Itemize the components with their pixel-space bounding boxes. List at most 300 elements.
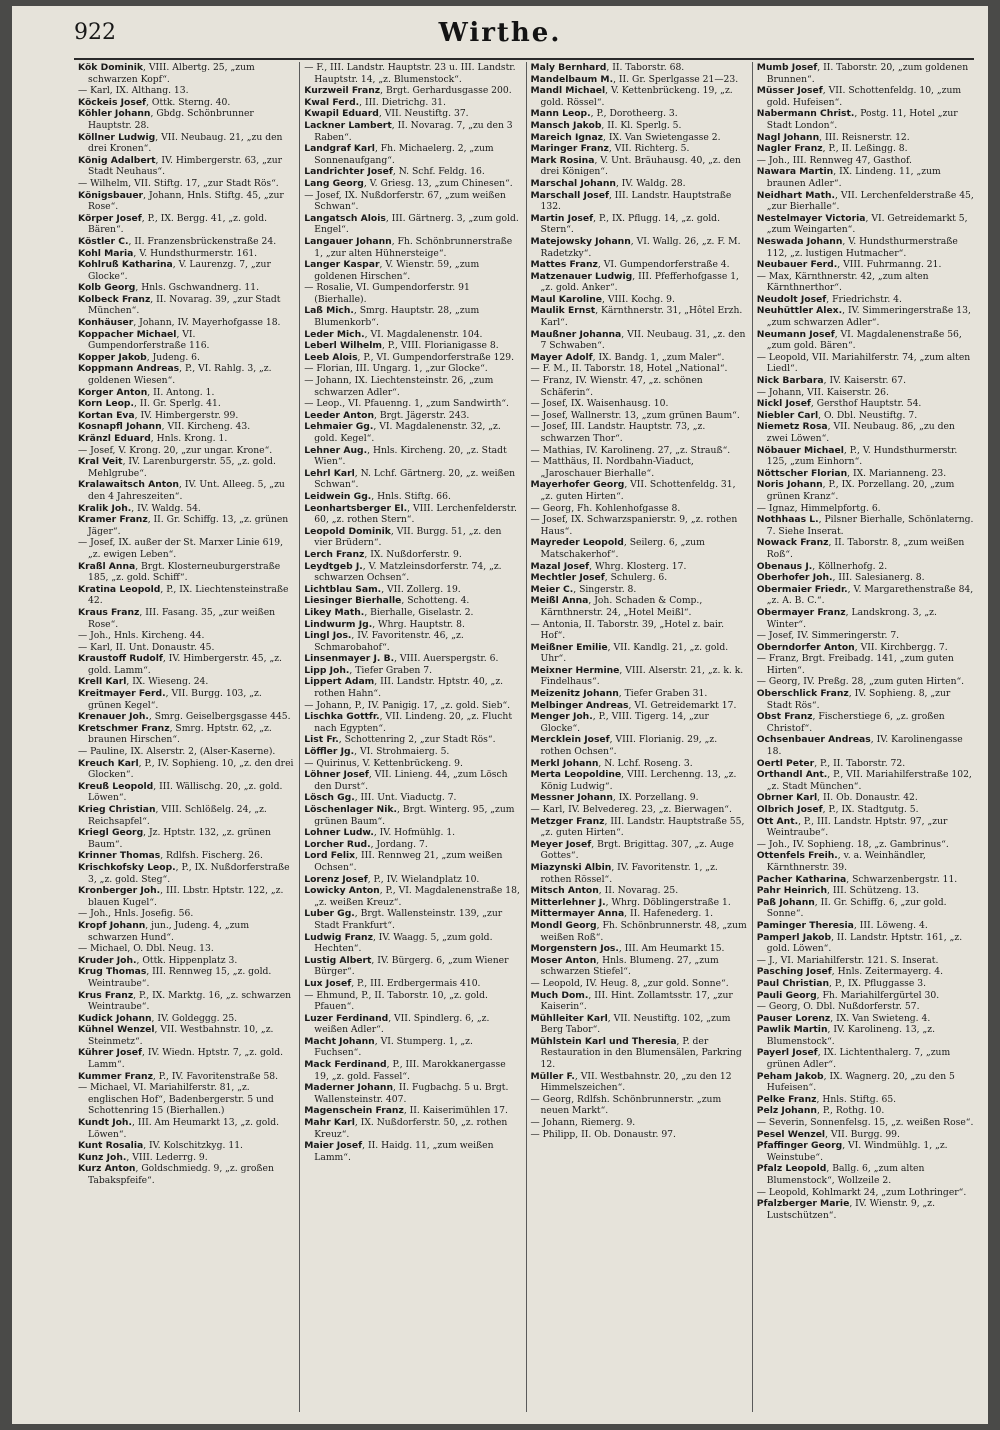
- directory-entry: Kopper Jakob, Judeng. 6.: [78, 351, 200, 363]
- directory-entry: [531, 421, 748, 444]
- entry-name: Pesel Wenzel: [756, 1128, 826, 1140]
- directory-entry: Mahr Karl, IX. Nußdorferstr. 50, „z. rothen Kreuz“.: [304, 1117, 508, 1140]
- entry-name: Köhler Johann: [78, 108, 151, 120]
- entry-name: Noris Johann: [756, 479, 823, 491]
- directory-entry: Krug Thomas, III. Rennweg 15, „z. gold. Weintraube“.: [78, 966, 272, 989]
- directory-entry: Lehmaier Gg., VI. Magdalenenstr. 32, „z. gold. Kegel“.: [304, 421, 501, 444]
- directory-entry: Koppacher Michael, VI. Gumpendorferstraße 116.: [78, 328, 210, 352]
- entry-details: Landskrong. 3, „z. Winter“.: [766, 606, 937, 630]
- entry-name: Kramer Franz: [78, 514, 148, 526]
- directory-entry: Macht Johann, VI. Stumperg. 1, „z. Fuchsen“.: [304, 1035, 473, 1059]
- directory-entry: Kramer Franz, II. Gr. Schiffg. 13, „z. grünen Jäger“.: [78, 514, 289, 537]
- entry-details: — Karl, II. Unt. Donaustr. 45.: [78, 641, 215, 653]
- entry-name: Lichtblau Sam.: [304, 583, 382, 595]
- directory-entry: Moser Anton, Hnls. Blumeng. 27, „zum schwarzen Stiefel“.: [530, 954, 719, 978]
- entry-details: v. a. Weinhändler, Kärnthnerstr. 39.: [766, 850, 926, 873]
- entry-name: Pahr Heinrich: [756, 885, 827, 897]
- entry-name: Kronberger Joh.: [78, 885, 161, 897]
- directory-entry: Nabermann Christ., Postg. 11, Hotel „zur Stadt London“.: [756, 108, 958, 131]
- directory-entry: Königsbauer, Johann, Hnls. Stiftg. 45, „zur Rose“.: [78, 189, 284, 213]
- entry-name: Lingl Jos.: [304, 630, 352, 642]
- directory-entry: Lackner Lambert, II. Novarag. 7, „zu den 3 Raben“.: [304, 119, 513, 143]
- entry-details: II. Novarag. 25.: [604, 885, 679, 897]
- entry-name: Kwal Ferd.: [304, 96, 360, 108]
- entry-name: Mareich Ignaz: [530, 131, 604, 143]
- entry-name: Korn Leop.: [78, 398, 135, 410]
- entry-name: Kraßl Anna: [78, 560, 136, 572]
- entry-name: Müller F.: [530, 1070, 575, 1082]
- entry-name: Obenaus J.: [756, 560, 813, 572]
- entry-name: Maul Karoline: [530, 293, 602, 305]
- entry-details: P., II. Taborstr. 72.: [820, 757, 906, 769]
- entry-details: — Severin, Sonnenfelsg. 15, „z. weißen Rose“.: [756, 1117, 974, 1129]
- entry-details: V. Hundsthurmerstr. 161.: [139, 247, 258, 259]
- directory-entry: Kolbeck Franz, II. Novarag. 39, „zur Stadt München“.: [78, 293, 281, 317]
- directory-entry: [757, 955, 974, 967]
- directory-entry: Kundt Joh., III. Am Heumarkt 13, „z. gold. Löwen“.: [78, 1117, 280, 1140]
- entry-details: — Matthäus, II. Nordbahn-Viaduct, „Jaroschauer Bierhalle“.: [530, 456, 694, 479]
- directory-entry: Mühlstein Karl und Theresia, P. der Restauration in den Blumensälen, Parkring 12.: [530, 1035, 742, 1071]
- directory-entry: Kunz Joh., VIII. Lederrg. 9.: [78, 1151, 208, 1163]
- directory-entry: Olbrich Josef, P., IX. Stadtgutg. 5.: [756, 804, 919, 815]
- entry-details: — Josef, IX. außer der St. Marxer Linie 619, „z. ewigen Leben“.: [78, 537, 284, 560]
- entry-name: Müsser Josef: [756, 85, 823, 97]
- entry-details: Hnls. Stiftg. 66.: [377, 490, 451, 502]
- entry-name: Neudolt Josef: [756, 293, 827, 305]
- directory-entry: Mühlleiter Karl, VII. Neustiftg. 102, „zum Berg Tabor“.: [530, 1012, 731, 1036]
- directory-entry: Pauser Lorenz, IX. Van Swieteng. 4.: [756, 1012, 931, 1024]
- entry-details: P., IX. Nußdorferstraße 3, „z. gold. Steg“.: [88, 861, 290, 885]
- directory-entry: [531, 1129, 748, 1141]
- entry-details: — Josef, IX. Schwarzspanierstr. 9, „z. rothen Haus“.: [530, 514, 738, 537]
- directory-entry: Krischkofsky Leop., P., IX. Nußdorferstraße 3, „z. gold. Steg“.: [78, 861, 290, 885]
- entry-name: Lord Felix: [304, 850, 356, 862]
- entry-details: IV. Favoritenstr. 1, „z. rothen Rössel“.: [540, 861, 718, 885]
- directory-entry: Nestelmayer Victoria, VI. Getreidemarkt 5, „zum Weingarten“.: [756, 212, 968, 236]
- directory-entry: Müsser Josef, VII. Schottenfeldg. 10, „zum gold. Hufeisen“.: [756, 85, 962, 108]
- entry-details: — Joh., Hnls. Josefig. 56.: [78, 908, 194, 920]
- directory-entry: [78, 85, 295, 97]
- directory-entry: Mack Ferdinand, P., III. Marokkanergasse 19, „z. gold. Fassel“.: [304, 1059, 506, 1082]
- entry-details: II. Fugbachg. 5 u. Brgt. Wallensteinstr. 407.: [314, 1082, 509, 1105]
- entry-details: IV. Kaiserstr. 67.: [829, 375, 906, 387]
- directory-entry: Kriegl Georg, Jz. Hptstr. 132, „z. grünen Baum“.: [78, 827, 271, 850]
- entry-details: VI. Stumperg. 1, „z. Fuchsen“.: [314, 1035, 473, 1059]
- entry-name: Mitsch Anton: [530, 885, 599, 897]
- directory-entry: [304, 190, 521, 213]
- entry-name: Leeder Anton: [304, 409, 374, 421]
- directory-entry: Much Dom., III. Hint. Zollamtsstr. 17, „zur Kaiserin“.: [530, 989, 733, 1013]
- directory-entry: [531, 456, 748, 479]
- directory-entry: Merta Leopoldine, VIII. Lerchenng. 13, „z. König Ludwig“.: [530, 769, 737, 792]
- entry-details: II. Gr. Sperlgasse 21—23.: [618, 73, 739, 85]
- directory-entry: Kraßl Anna, Brgt. Klosterneuburgerstraße 185, „z. gold. Schiff“.: [78, 560, 281, 584]
- directory-entry: Leopold Dominik, VII. Burgg. 51, „z. den vier Brüdern“.: [304, 525, 502, 549]
- entry-name: Kundt Joh.: [78, 1117, 132, 1129]
- entry-details: Whrg. Döblingerstraße 1.: [611, 896, 731, 908]
- entry-name: Lehner Aug.: [304, 444, 368, 456]
- directory-entry: Pfaffinger Georg, VI. Windmühlg. 1, „z. Weinstube“.: [756, 1140, 948, 1163]
- directory-entry: Obst Franz, Fischerstiege 6, „z. großen Christof“.: [756, 711, 945, 734]
- entry-details: IX. Bandg. 1, „zum Maler“.: [598, 351, 725, 363]
- entry-details: — Josef, IX. Nußdorferstr. 67, „zum weißen Schwan“.: [304, 189, 506, 213]
- directory-entry: Kraustoff Rudolf, IV. Himbergerstr. 45, „z. gold. Lamm“.: [78, 653, 282, 676]
- entry-details: P., V. Hundsthurmerstr. 125, „zum Einhorn“.: [766, 444, 958, 468]
- directory-entry: [757, 653, 974, 676]
- directory-entry: Lohner Ludw., IV. Hofmühlg. 1.: [304, 827, 456, 839]
- entry-name: Pasching Josef: [756, 966, 832, 978]
- entry-name: Mayer Adolf: [530, 351, 593, 363]
- entry-name: Matejowsky Johann: [530, 235, 631, 247]
- directory-entry: Meyer Josef, Brgt. Brigittag. 307, „z. Auge Gottes“.: [530, 838, 734, 862]
- directory-entry: Ochsenbauer Andreas, IV. Karolinengasse 18.: [756, 734, 963, 758]
- directory-entry: Noris Johann, P., IX. Porzellang. 20, „zum grünen Kranz“.: [756, 479, 955, 502]
- entry-name: Meyer Josef: [530, 838, 592, 850]
- entry-details: P., IX. Porzellang. 20, „zum grünen Kranz“.: [766, 479, 955, 502]
- directory-entry: Lux Josef, P., III. Erdbergermais 410.: [304, 977, 481, 989]
- directory-entry: Kretschmer Franz, Smrg. Hptstr. 62, „z. braunen Hirschen“.: [78, 722, 272, 746]
- directory-entry: Merkl Johann, N. Lchf. Roseng. 3.: [530, 757, 693, 769]
- directory-entry: Kralik Joh., IV. Waldg. 54.: [78, 502, 201, 514]
- entry-details: Smrg. Hauptstr. 28, „zum Blumenkorb“.: [314, 305, 480, 329]
- entry-details: IX. Nußdorferstr. 9.: [370, 548, 462, 560]
- entry-details: Gbdg. Schönbrunner Hauptstr. 28.: [88, 108, 254, 131]
- entry-name: Leeb Alois: [304, 351, 358, 363]
- entry-details: Fischerstiege 6, „z. großen Christof“.: [766, 711, 945, 734]
- entry-details: P., Dorotheerg. 3.: [596, 108, 678, 120]
- column-2: [300, 62, 526, 1412]
- entry-name: Kunz Joh.: [78, 1151, 127, 1163]
- directory-entry: Maier Josef, II. Haidg. 11, „zum weißen Lamm“.: [304, 1140, 494, 1163]
- entry-name: Payerl Josef: [756, 1047, 818, 1059]
- entry-name: Magenschein Franz: [304, 1105, 404, 1117]
- entry-details: III. Am Heumarkt 15.: [624, 943, 725, 955]
- directory-entry: Pacher Katharina, Schwarzenbergstr. 11.: [756, 873, 958, 885]
- entry-details: II. Haidg. 11, „zum weißen Lamm“.: [314, 1140, 494, 1163]
- entry-name: Metzger Franz: [530, 815, 605, 827]
- directory-entry: Lerch Franz, IX. Nußdorferstr. 9.: [304, 548, 462, 560]
- entry-details: VII. Burgg. 103, „z. grünen Kegel“.: [88, 688, 262, 711]
- directory-entry: Meißner Emilie, VII. Kandlg. 21, „z. gold. Uhr“.: [530, 641, 729, 665]
- directory-entry: Nickl Josef, Gersthof Hauptstr. 54.: [756, 398, 922, 410]
- entry-details: VII. Schottenfeldg. 10, „zum gold. Hufeisen“.: [766, 85, 962, 108]
- directory-entry: Metzger Franz, III. Landstr. Hauptstraße 55, „z. guten Hirten“.: [530, 815, 745, 839]
- entry-details: P., VIII. Tigerg. 14, „zur Glocke“.: [540, 711, 709, 734]
- entry-details: III. Pfefferhofgasse 1, „z. gold. Anker“.: [540, 270, 739, 294]
- entry-details: — Quirinus, V. Kettenbrückeng. 9.: [304, 757, 463, 769]
- entry-details: Johann, Hnls. Stiftg. 45, „zur Rose“.: [88, 189, 284, 213]
- directory-entry: Leberl Wilhelm, P., VIII. Florianigasse 8.: [304, 340, 499, 352]
- entry-details: Fh. Schönbrunnerstr. 48, „zum weißen Roß“.: [540, 919, 747, 943]
- directory-entry: Obermaier Friedr., V. Margarethenstraße 84, „z. A. B. C.“.: [756, 583, 974, 607]
- entry-name: Paminger Theresia: [756, 919, 854, 931]
- entry-name: Lorcher Rud.: [304, 838, 371, 850]
- directory-entry: Lang Georg, V. Griesg. 13, „zum Chinesen“.: [304, 177, 513, 189]
- entry-name: Pawlik Martin: [756, 1024, 828, 1036]
- entry-name: Messner Johann: [530, 792, 613, 804]
- directory-entry: Mondl Georg, Fh. Schönbrunnerstr. 48, „zum weißen Roß“.: [530, 919, 747, 943]
- entry-name: Mandelbaum M.: [530, 73, 614, 85]
- entry-name: Krinner Thomas: [78, 850, 161, 862]
- directory-entry: Liesinger Bierhalle, Schotteng. 4.: [304, 595, 470, 607]
- entry-name: Leonhartsberger El.: [304, 502, 408, 514]
- directory-entry: Kralawaitsch Anton, IV. Unt. Alleeg. 5, „zu den 4 Jahreszeiten“.: [78, 479, 285, 502]
- entry-name: Kök Dominik: [78, 62, 144, 73]
- entry-name: Lackner Lambert: [304, 119, 392, 131]
- directory-entry: Lehrl Karl, N. Lchf. Gärtnerg. 20, „z. weißen Schwan“.: [304, 467, 516, 491]
- directory-entry: [304, 375, 521, 398]
- entry-details: II. Ob. Donaustr. 42.: [823, 792, 918, 804]
- entry-name: Ludwig Franz: [304, 931, 373, 943]
- entry-details: P., IX. Pflugg. 14, „z. gold. Stern“.: [540, 212, 720, 236]
- entry-details: VII. Neubaug. 86, „zu den zwei Löwen“.: [766, 421, 955, 444]
- directory-entry: Kunt Rosalia, IV. Kolschitzkyg. 11.: [78, 1140, 243, 1152]
- directory-entry: Müller F., VII. Westbahnstr. 20, „zu den 12 Himmelszeichen“.: [530, 1070, 732, 1094]
- column-3: [527, 62, 753, 1412]
- entry-name: Leopold Dominik: [304, 525, 391, 537]
- entry-name: Kwapil Eduard: [304, 108, 379, 120]
- entry-name: Nawara Martin: [756, 166, 834, 178]
- directory-entry: Lehner Aug., Hnls. Kircheng. 20, „z. Stadt Wien“.: [304, 444, 507, 468]
- entry-details: VII. Spindlerg. 6, „z. weißen Adler“.: [314, 1012, 490, 1036]
- entry-details: Köllnerhofg. 2.: [818, 560, 888, 572]
- directory-entry: Krus Franz, P., IX. Marktg. 16, „z. schwarzen Weintraube“.: [78, 989, 292, 1013]
- directory-entry: [78, 630, 295, 642]
- entry-name: Kohlruß Katharina: [78, 259, 173, 271]
- entry-details: — Josef, IX. Waisenhausg. 10.: [530, 398, 669, 410]
- directory-entry: Lorcher Rud., Jordang. 7.: [304, 838, 428, 850]
- directory-entry: Obermayer Franz, Landskrong. 3, „z. Winter“.: [756, 606, 937, 630]
- entry-name: Lux Josef: [304, 977, 352, 989]
- entry-name: Maulik Ernst: [530, 305, 596, 317]
- entry-name: Obermayer Franz: [756, 606, 846, 618]
- entry-name: Linsenmayer J. B.: [304, 653, 395, 665]
- directory-entry: Kummer Franz, P., IV. Favoritenstraße 58.: [78, 1070, 279, 1082]
- entry-name: Kummer Franz: [78, 1070, 153, 1082]
- entry-details: IV. Unt. Alleeg. 5, „zu den 4 Jahreszeiten“.: [88, 479, 285, 502]
- entry-details: P., III. Marokkanergasse 19, „z. gold. Fassel“.: [314, 1059, 506, 1082]
- directory-entry: Köllner Ludwig, VII. Neubaug. 21, „zu den drei Kronen“.: [78, 131, 283, 155]
- directory-entry: Mumb Josef, II. Taborstr. 20, „zum goldenen Brunnen“.: [756, 62, 969, 85]
- directory-entry: Lipp Joh., Tiefer Graben 7.: [304, 664, 433, 676]
- entry-details: IX. Wagnerg. 20, „zu den 5 Hufeisen“.: [766, 1070, 955, 1094]
- directory-entry: Nowack Franz, II. Taborstr. 8, „zum weißen Roß“.: [756, 537, 965, 560]
- directory-entry: Kohl Maria, V. Hundsthurmerstr. 161.: [78, 247, 258, 259]
- entry-name: Pacher Katharina: [756, 873, 847, 885]
- directory-entry: [531, 375, 748, 398]
- entry-name: Mechtler Josef: [530, 572, 605, 584]
- entry-name: Kolbeck Franz: [78, 293, 151, 305]
- entry-name: Kunt Rosalia: [78, 1140, 144, 1152]
- entry-details: Friedrichstr. 4.: [832, 293, 902, 305]
- entry-details: Brgt. Gerhardusgasse 200.: [386, 85, 512, 97]
- directory-entry: Meizenitz Johann, Tiefer Graben 31.: [530, 688, 708, 700]
- entry-details: IV. Waldg. 54.: [137, 502, 201, 514]
- entry-name: List Fr.: [304, 734, 339, 746]
- entry-details: — Leopold, Kohlmarkt 24, „zum Lothringer“.: [756, 1186, 967, 1198]
- entry-name: Oberschlick Franz: [756, 688, 849, 700]
- entry-details: O. Dbl. Neustiftg. 7.: [823, 409, 918, 421]
- directory-entry: Kurz Anton, Goldschmiedg. 9, „z. großen Tabakspfeife“.: [78, 1163, 274, 1186]
- directory-entry: Leeder Anton, Brgt. Jägerstr. 243.: [304, 409, 470, 421]
- directory-entry: Laß Mich., Smrg. Hauptstr. 28, „zum Blumenkorb“.: [304, 305, 480, 329]
- entry-details: P., IX. Stadtgutg. 5.: [828, 804, 919, 815]
- directory-entry: Krinner Thomas, Rdlfsh. Fischerg. 26.: [78, 850, 263, 862]
- entry-name: Maußner Johanna: [530, 328, 622, 340]
- entry-details: — Michael, O. Dbl. Neug. 13.: [78, 943, 214, 955]
- directory-entry: [304, 990, 521, 1013]
- entry-details: Brgt. Jägerstr. 243.: [379, 409, 470, 421]
- directory-entry: Morgenstern Jos., III. Am Heumarkt 15.: [530, 943, 725, 955]
- directory-entry: Paminger Theresia, III. Löweng. 4.: [756, 919, 928, 931]
- directory-entry: Neumann Josef, VI. Magdalenenstraße 56, „zum gold. Bären“.: [756, 328, 962, 352]
- entry-name: Neuhüttler Alex.: [756, 305, 843, 317]
- directory-entry: Peham Jakob, IX. Wagnerg. 20, „zu den 5 Hufeisen“.: [756, 1070, 955, 1094]
- entry-details: IV. Himbergerstr. 99.: [140, 409, 239, 421]
- entry-name: Lehrl Karl: [304, 467, 355, 479]
- entry-name: Krell Karl: [78, 676, 127, 688]
- directory-entry: Lingl Jos., IV. Favoritenstr. 46, „z. Schmarobahof“.: [304, 630, 464, 653]
- entry-name: Körper Josef: [78, 212, 142, 224]
- entry-details: IV. Karolinengasse 18.: [766, 734, 963, 758]
- entry-details: — Antonia, II. Taborstr. 39, „Hotel z. bair. Hof“.: [530, 618, 725, 642]
- entry-details: III. Landstr. Hauptstraße 132.: [540, 189, 732, 213]
- entry-details: VIII. Alserstr. 21, „z. k. k. Findelhaus“.: [540, 664, 744, 688]
- entry-name: Langauer Johann: [304, 235, 392, 247]
- entry-details: — Johann, VII. Kaiserstr. 26.: [756, 386, 889, 398]
- entry-details: — Leop., VI. Pfauenng. 1, „zum Sandwirth“.: [304, 398, 509, 410]
- directory-entry: Pfalzberger Marie, IV. Wienstr. 9, „z. Lustschützen“.: [756, 1198, 936, 1221]
- directory-entry: Kolb Georg, Hnls. Gschwandnerg. 11.: [78, 282, 259, 294]
- entry-details: IV. Waldg. 28.: [621, 177, 686, 189]
- entry-details: VI. Magdalenenstr. 104.: [370, 328, 483, 340]
- entry-details: IV. Hofmühlg. 1.: [379, 827, 456, 839]
- entry-details: P., Rothg. 10.: [822, 1105, 885, 1117]
- entry-name: Krenauer Joh.: [78, 711, 149, 723]
- entry-details: Seilerg. 6, „zum Matschakerhof“.: [540, 537, 705, 560]
- entry-name: Pfaffinger Georg: [756, 1140, 843, 1152]
- entry-name: Mattes Franz: [530, 259, 598, 271]
- entry-name: Langer Kaspar: [304, 259, 380, 271]
- directory-entry: Pahr Heinrich, III. Schützeng. 13.: [756, 885, 920, 897]
- entry-name: Lustig Albert: [304, 954, 372, 966]
- directory-entry: Ludwig Franz, IV. Waagg. 5, „zum gold. Hechten“.: [304, 931, 493, 955]
- entry-name: Lindwurm Jg.: [304, 618, 373, 630]
- directory-entry: Pamperl Jakob, II. Landstr. Hptstr. 161, „z. gold. Löwen“.: [756, 931, 963, 955]
- entry-details: Schottenring 2, „zur Stadt Rös“.: [344, 734, 496, 746]
- entry-name: Nagler Franz: [756, 143, 823, 155]
- entry-details: VII. Westbahnstr. 10, „z. Steinmetz“.: [88, 1024, 274, 1047]
- directory-entry: Lindwurm Jg., Whrg. Hauptstr. 8.: [304, 618, 465, 630]
- entry-name: Meißl Anna: [530, 595, 589, 607]
- entry-details: V. Hundsthurmerstraße 112, „z. lustigen Hutmacher“.: [766, 235, 958, 259]
- entry-details: III. Unt. Viaductg. 7.: [360, 792, 457, 804]
- entry-name: Kurzweil Franz: [304, 85, 381, 97]
- directory-entry: Löschenlager Nik., Brgt. Winterg. 95, „zum grünen Baum“.: [304, 804, 515, 827]
- entry-name: Kopper Jakob: [78, 351, 147, 363]
- entry-details: VII. Kirchbergg. 7.: [860, 641, 948, 653]
- entry-name: Pfalzberger Marie: [756, 1198, 850, 1210]
- entry-details: IX. Porzellang. 9.: [618, 792, 699, 804]
- entry-name: Mazal Josef: [530, 560, 590, 572]
- directory-entry: Likey Math., Bierhalle, Giselastr. 2.: [304, 606, 474, 618]
- entry-name: Obermaier Friedr.: [756, 583, 848, 595]
- entry-name: Mahr Karl: [304, 1117, 355, 1129]
- entry-name: Maly Bernhard: [530, 62, 607, 73]
- entry-name: Kratina Leopold: [78, 583, 161, 595]
- entry-details: VIII. Lerchenng. 13, „z. König Ludwig“.: [540, 769, 737, 792]
- directory-entry: Kränzl Eduard, Hnls. Krong. 1.: [78, 433, 228, 444]
- directory-entry: Kühnel Wenzel, VII. Westbahnstr. 10, „z. Steinmetz“.: [78, 1024, 274, 1047]
- directory-entry: Mattes Franz, VI. Gumpendorferstraße 4.: [530, 259, 730, 271]
- directory-entry: Löffler Jg., VI. Strohmaierg. 5.: [304, 746, 450, 758]
- entry-name: Nick Barbara: [756, 375, 824, 387]
- entry-name: Pauser Lorenz: [756, 1012, 831, 1024]
- directory-entry: Köstler C., II. Franzensbrückenstraße 24.: [78, 235, 277, 247]
- directory-entry: [78, 642, 295, 654]
- entry-details: IV. Larenburgerstr. 55, „z. gold. Mehlgrube“.: [88, 456, 276, 479]
- directory-entry: Korn Leop., II. Gr. Sperlg. 41.: [78, 398, 221, 410]
- directory-entry: Matejowsky Johann, VI. Wallg. 26, „z. F. M. Radetzky“.: [530, 235, 741, 259]
- directory-entry: [531, 363, 748, 375]
- entry-name: Mack Ferdinand: [304, 1059, 387, 1071]
- directory-entry: Lösch Gg., III. Unt. Viaductg. 7.: [304, 792, 457, 804]
- directory-entry: Pelke Franz, Hnls. Stiftg. 65.: [756, 1093, 897, 1105]
- entry-details: Singerstr. 8.: [579, 583, 637, 595]
- directory-entry: [78, 943, 295, 955]
- entry-name: Obrner Karl: [756, 792, 818, 804]
- directory-entry: Löhner Josef, VII. Linieng. 44, „zum Lösch den Durst“.: [304, 769, 508, 792]
- directory-entry: [757, 1117, 974, 1129]
- entry-name: Leidwein Gg.: [304, 490, 372, 502]
- entry-details: — Josef, V. Krong. 20, „zur ungar. Krone“.: [78, 444, 273, 456]
- entry-details: III. Schützeng. 13.: [832, 885, 920, 897]
- entry-details: P. der Restauration in den Blumensälen, Parkring 12.: [540, 1035, 742, 1071]
- entry-details: VI. Magdalenenstraße 56, „zum gold. Bären“.: [766, 328, 962, 352]
- entry-details: N. Lchf. Gärtnerg. 20, „z. weißen Schwan“.: [314, 467, 516, 491]
- entry-details: IV. Himbergerstr. 63, „zur Stadt Neuhaus“.: [88, 154, 283, 178]
- entry-details: VII. Burgg. 51, „z. den vier Brüdern“.: [314, 525, 502, 549]
- entry-details: Jz. Hptstr. 132, „z. grünen Baum“.: [88, 827, 271, 850]
- entry-details: III. Rennweg 15, „z. gold. Weintraube“.: [88, 966, 272, 989]
- entry-name: Mitterlehner J.: [530, 896, 606, 908]
- entry-name: Marschal Johann: [530, 177, 616, 189]
- entry-name: Nothhaas L.: [756, 514, 819, 526]
- entry-name: Lowicky Anton: [304, 885, 380, 897]
- directory-entry: Langatsch Alois, III. Gärtnerg. 3, „zum gold. Engel“.: [304, 212, 519, 236]
- directory-entry: Mandelbaum M., II. Gr. Sperlgasse 21—23.: [530, 73, 739, 85]
- entry-details: IV. Himbergerstr. 45, „z. gold. Lamm“.: [88, 653, 282, 676]
- entry-name: Löhner Josef: [304, 769, 369, 781]
- entry-details: Ottk. Hippenplatz 3.: [142, 954, 238, 966]
- entry-details: VII. Richterg. 5.: [614, 143, 690, 155]
- directory-entry: Köhler Johann, Gbdg. Schönbrunner Hauptstr. 28.: [78, 108, 254, 131]
- directory-entry: Langauer Johann, Fh. Schönbrunnerstraße 1, „zur alten Hühnersteige“.: [304, 235, 513, 259]
- entry-name: Merta Leopoldine: [530, 769, 622, 781]
- entry-details: — Johann, Riemerg. 9.: [530, 1117, 636, 1129]
- entry-details: — Georg, Fh. Kohlenhofgasse 8.: [530, 502, 681, 514]
- entry-name: Marschall Josef: [530, 189, 609, 201]
- directory-entry: [78, 537, 295, 560]
- entry-details: IV. Karolineng. 13, „z. Blumenstock“.: [766, 1024, 936, 1047]
- entry-name: Lischka Gottfr.: [304, 711, 380, 723]
- entry-details: Joh. Schaden & Comp., Kärnthnerstr. 24, „Hotel Meißl“.: [540, 595, 703, 618]
- directory-entry: Kratina Leopold, P., IX. Liechtensteinstraße 42.: [78, 583, 289, 607]
- page-title: Wirthe.: [438, 18, 562, 48]
- entry-name: Lerch Franz: [304, 548, 365, 560]
- entry-name: Mittermayer Anna: [530, 908, 625, 920]
- entry-name: Liesinger Bierhalle: [304, 595, 402, 607]
